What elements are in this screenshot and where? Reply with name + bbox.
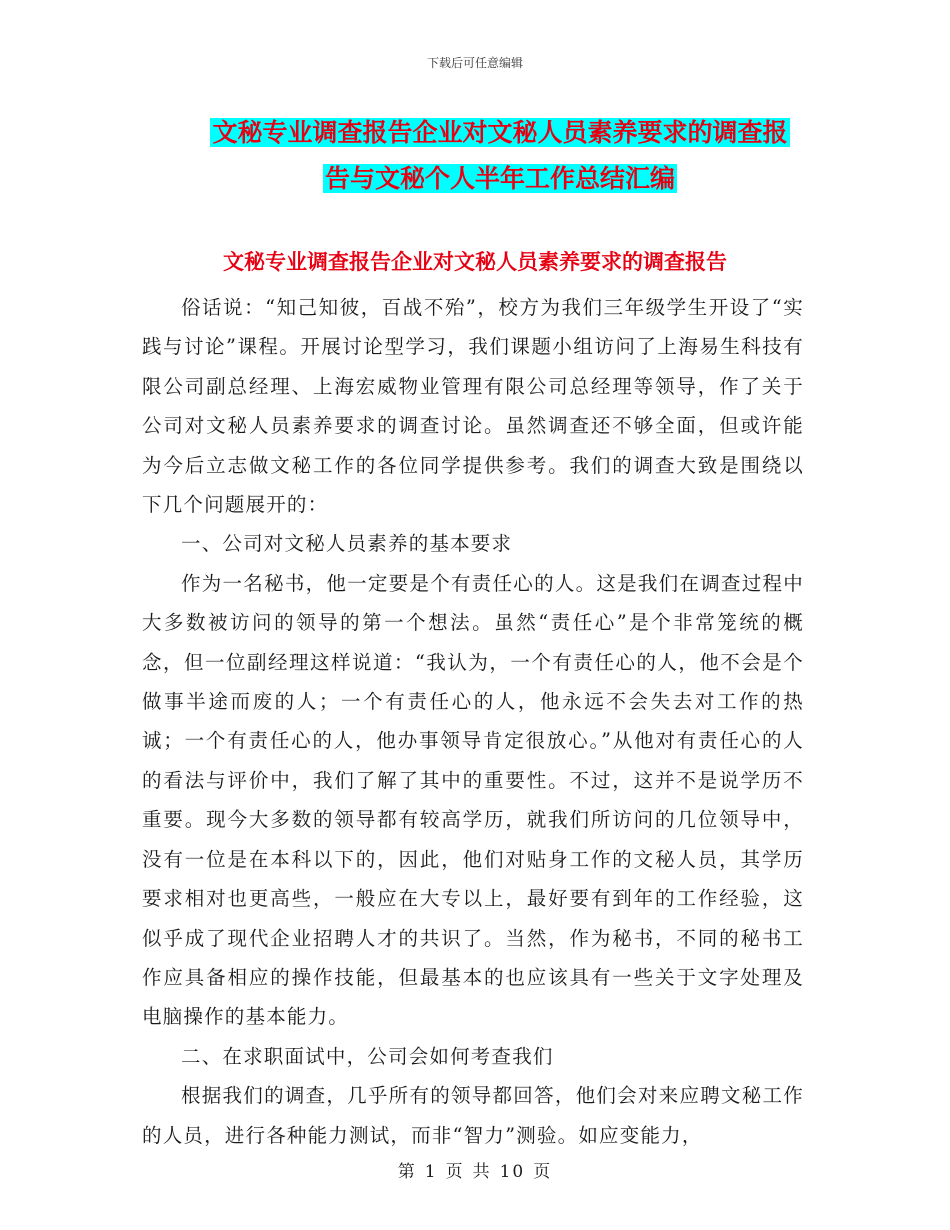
footer-total-pages: 10 bbox=[499, 1162, 526, 1182]
footer-page-unit: 页 bbox=[445, 1162, 465, 1182]
body-text bbox=[142, 288, 804, 1155]
footer-total-unit: 页 bbox=[533, 1162, 553, 1182]
page-header-note: 下载后可任意编辑 bbox=[426, 56, 523, 70]
document-title bbox=[180, 110, 820, 202]
paragraph-intro: 俗话说：“知己知彼，百战不殆”，校方为我们三年级学生开设了“实践与讨论”课程。开展讨论型学习，我们课题小组访问了上海易生科技有限公司副总经理、上海宏威物业管理有限公司总经理等领导，作了关于公司对文秘人员素养要求的调查讨论。虽然调查还不够全面，但或许能为今后立志做文秘工作的各位同学提供参考。我们的调查大致是围绕以下几个问题展开的： bbox=[142, 296, 804, 517]
footer-page-number: 1 bbox=[424, 1162, 438, 1182]
footer-page-label: 第 bbox=[397, 1162, 417, 1182]
paragraph-interview: 根据我们的调查，几乎所有的领导都回答，他们会对来应聘文秘工作的人员，进行各种能力测试，而非“智力”测验。如应变能力， bbox=[142, 1084, 804, 1147]
document-title-line2: 告与文秘个人半年工作总结汇编 bbox=[324, 164, 675, 193]
paragraph-responsibility: 作为一名秘书，他一定要是个有责任心的人。这是我们在调查过程中大多数被访问的领导的第一个想法。虽然“责任心”是个非常笼统的概念，但一位副经理这样说道：“我认为，一个有责任心的人，他不会是个做事半途而废的人；一个有责任心的人，他永远不会失去对工作的热诚；一个有责任心的人，他办事领导肯定很放心。”从他对有责任心的人的看法与评价中，我们了解了其中的重要性。不过，这并不是说学历不重要。现今大多数的领导都有较高学历，就我们所访问的几位领导中，没有一位是在本科以下的，因此，他们对贴身工作的文秘人员，其学历要求相对也更高些，一般应在大专以上，最好要有到年的工作经验，这似乎成了现代企业招聘人才的共识了。当然，作为秘书，不同的秘书工作应具备相应的操作技能，但最基本的也应该具有一些关于文字处理及电脑操作的基本能力。 bbox=[142, 571, 804, 1029]
section-title: 文秘专业调查报告企业对文秘人员素养要求的调查报告 bbox=[223, 249, 727, 274]
document-title-line1: 文秘专业调查报告企业对文秘人员素养要求的调查报 bbox=[212, 118, 788, 147]
page-footer bbox=[0, 1157, 950, 1182]
footer-total-label: 共 bbox=[472, 1162, 492, 1182]
paragraph-heading-1: 一、公司对文秘人员素养的基本要求 bbox=[181, 532, 513, 556]
paragraph-heading-2: 二、在求职面试中，公司会如何考查我们 bbox=[181, 1044, 554, 1068]
